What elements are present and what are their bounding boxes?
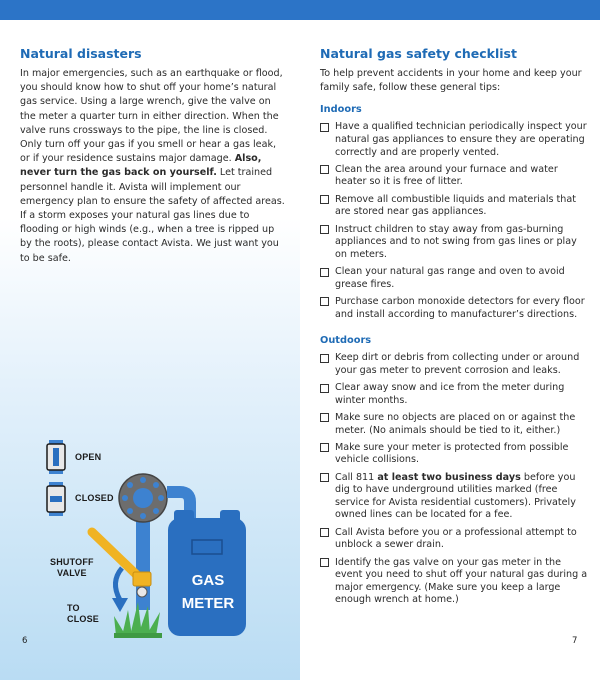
checklist-item [320, 442, 588, 467]
checklist-item [320, 164, 588, 189]
safety-checklist-section [320, 46, 588, 612]
checklist-item-text: Instruct children to stay away from gas-burning appliances and to not swing from gas lines or play on meters. [335, 223, 577, 260]
checkbox[interactable] [320, 268, 329, 277]
checklist-item-text: Clear away snow and ice from the meter during winter months. [335, 382, 565, 406]
checkbox[interactable] [320, 354, 329, 363]
checklist-item [320, 121, 588, 159]
checklist-item [320, 527, 588, 552]
to-close-line2: CLOSE [67, 614, 100, 624]
shutoff-label-line2: VALVE [57, 568, 87, 578]
checklist-item [320, 224, 588, 262]
page-number-left: 6 [22, 636, 28, 646]
meter-text-meter: METER [181, 595, 235, 612]
gas-meter-diagram [30, 430, 270, 650]
paragraph-part1: In major emergencies, such as an earthquake or flood, you should know how to shut off your home’s natural gas service. Using a large wrench, give the valve on the meter a quarter turn in either direction. When the valve runs crossways to the pipe, the line is closed. Only turn off your gas if you smell or hear a gas leak, or if your residence sustains major damage. [20, 68, 283, 165]
checkbox[interactable] [320, 195, 329, 204]
checklist-item-text: Clean your natural gas range and oven to avoid grease fires. [335, 266, 565, 290]
indoors-heading: Indoors [320, 104, 362, 116]
checklist-item-text: Make sure no objects are placed on or against the meter. (No animals should be tied to it, either.) [335, 411, 576, 436]
checkbox[interactable] [320, 473, 329, 482]
checkbox[interactable] [320, 384, 329, 393]
checkbox[interactable] [320, 123, 329, 132]
to-close-label [67, 603, 99, 625]
checklist-intro: To help prevent accidents in your home and keep your family safe, follow these general tips: [320, 68, 582, 94]
checkbox[interactable] [320, 413, 329, 422]
checklist-item-text: Have a qualified technician periodically inspect your natural gas appliances to ensure they are operating correctly and are properly vented. [335, 121, 587, 158]
checklist-item [320, 382, 588, 407]
checklist-item [320, 472, 588, 522]
shutoff-label-line1: SHUTOFF [50, 557, 94, 567]
checklist-item-text: Identify the gas valve on your gas meter in the event you need to shut off your natural gas during a major emergency. (Make sure you keep a large enough wrench at home.) [335, 556, 588, 606]
checklist-item-text: Call 811 [335, 471, 378, 483]
paragraph-part2: Let trained personnel handle it. Avista will implement our emergency plan to ensure the safety of affected areas. If a storm exposes your natural gas lines due to flooding or high winds (e.g., when a tree is ripped up by the roots), please contact Avista. We just want you to be safe. [20, 167, 285, 264]
open-label: OPEN [75, 452, 102, 462]
checklist-item-text: before you dig to have underground utilities marked (free service for Avista residential customers). Privately owned lines can be located for a fee. [335, 471, 576, 521]
turn-direction-arrow [115, 568, 122, 600]
checklist-item-text: Clean the area around your furnace and water heater so it is free of litter. [335, 163, 558, 188]
outdoors-heading: Outdoors [320, 335, 372, 347]
checklist-item [320, 557, 588, 607]
checklist-item [320, 412, 588, 437]
checkbox[interactable] [320, 443, 329, 452]
checkbox[interactable] [320, 225, 329, 234]
safety-checklist-heading: Natural gas safety checklist [320, 46, 517, 61]
indoors-checklist [320, 121, 588, 321]
checkbox[interactable] [320, 528, 329, 537]
checkbox[interactable] [320, 558, 329, 567]
checklist-item-text: Call Avista before you or a professional attempt to unblock a sewer drain. [335, 526, 577, 551]
checklist-item [320, 266, 588, 291]
checklist-item-bold-text: at least two business days [377, 471, 521, 483]
left-page [0, 20, 300, 680]
checklist-item-text: Remove all combustible liquids and materials that are stored near gas appliances. [335, 193, 577, 218]
page-number-right: 7 [572, 636, 578, 646]
right-page [300, 20, 600, 680]
checklist-item [320, 296, 588, 321]
shutoff-valve-label [50, 557, 94, 579]
checkbox[interactable] [320, 297, 329, 306]
checklist-item-text: Keep dirt or debris from collecting under or around your gas meter to prevent corrosion and leaks. [335, 352, 580, 376]
gas-meter-illustration [30, 430, 270, 650]
closed-label: CLOSED [75, 493, 114, 503]
closed-valve-icon [47, 482, 65, 516]
checklist-item-text: Make sure your meter is protected from possible vehicle collisions. [335, 441, 569, 466]
natural-disasters-paragraph [20, 67, 288, 266]
to-close-line1: TO [67, 603, 80, 613]
open-valve-icon [47, 440, 65, 474]
natural-disasters-heading: Natural disasters [20, 46, 142, 61]
checklist-item [320, 352, 588, 377]
valve-disk [119, 474, 167, 522]
outdoors-checklist [320, 352, 588, 607]
checklist-item [320, 194, 588, 219]
paragraph-bold-warning: Also, never turn the gas back on yourself. [20, 153, 262, 179]
checkbox[interactable] [320, 165, 329, 174]
checklist-item-text: Purchase carbon monoxide detectors for every floor and install according to manufacturer’s directions. [335, 295, 585, 320]
natural-disasters-section [20, 46, 288, 266]
meter-text-gas: GAS [191, 572, 225, 589]
top-color-bar [0, 0, 600, 20]
